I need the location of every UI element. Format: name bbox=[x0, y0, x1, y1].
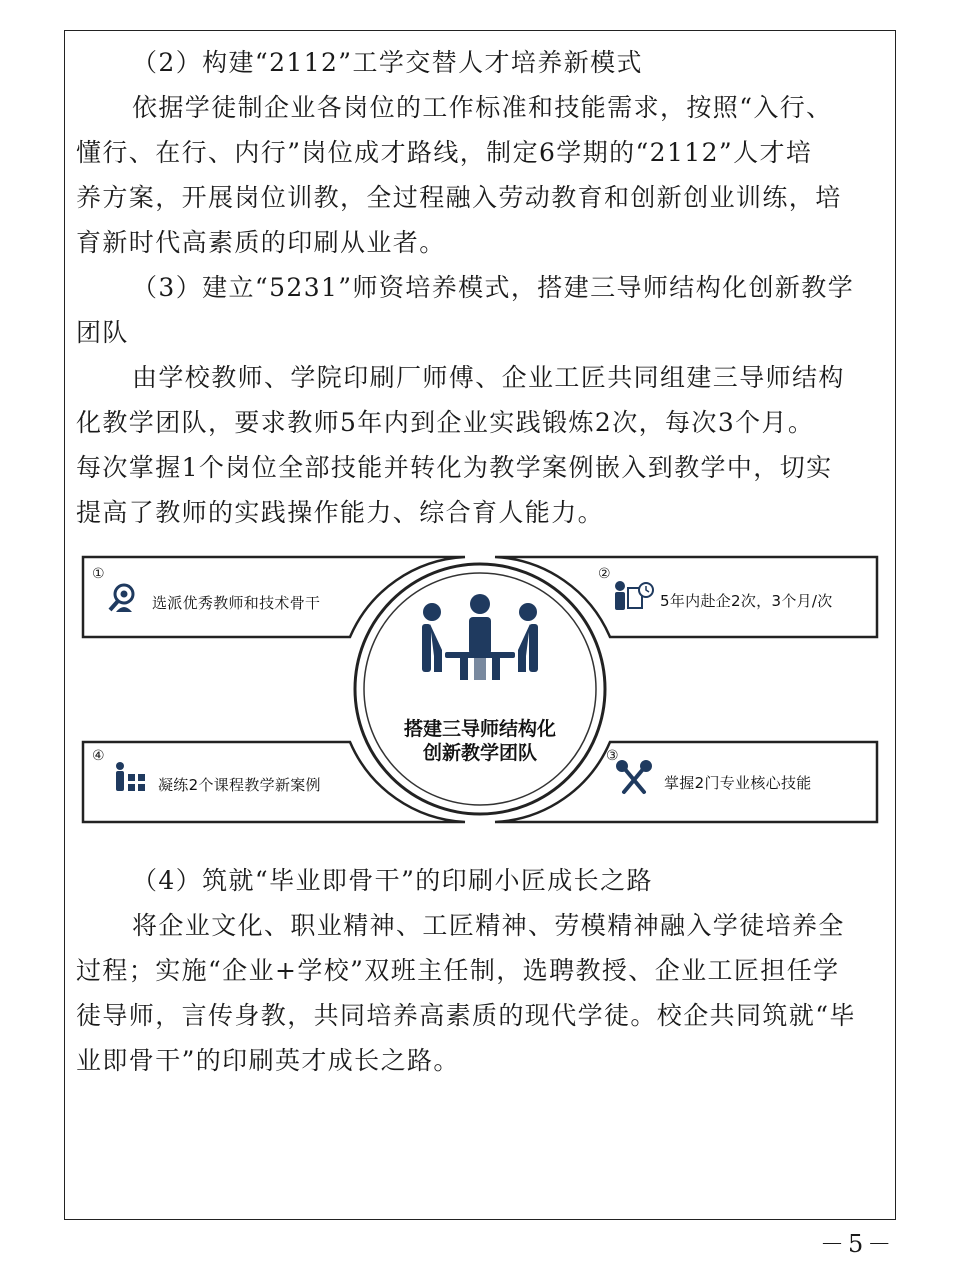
box-3-label: 掌握2门专业核心技能 bbox=[664, 774, 812, 792]
box-4-label: 凝练2个课程教学新案例 bbox=[158, 776, 321, 794]
teacher-team-diagram bbox=[80, 552, 880, 827]
section-4-heading: （4）筑就“毕业即骨干”的印刷小匠成长之路 bbox=[132, 866, 653, 895]
section-3-body: 由学校教师、学院印刷厂师傅、企业工匠共同组建三导师结构 化教学团队，要求教师5年内到企业实践锻炼2次，每次3个月。 每次掌握1个岗位全部技能并转化为教学案例嵌入到教学中，切实 提高了教师的实践操作能力、综合育人能力。 bbox=[76, 363, 845, 527]
section-2-body: 依据学徒制企业各岗位的工作标准和技能需求，按照“入行、 懂行、在行、内行”岗位成才路线，制定6学期的“2112”人才培 养方案，开展岗位训教，全过程融入劳动教育和创新创业训练，培 育新时代高素质的印刷从业者。 bbox=[76, 93, 842, 257]
box-2-label: 5年内赴企2次，3个月/次 bbox=[660, 592, 833, 610]
box-2-number: ② bbox=[598, 566, 611, 582]
box-1-number: ① bbox=[92, 566, 105, 582]
box-4-number: ④ bbox=[92, 748, 105, 764]
section-2-heading: （2）构建“2112”工学交替人才培养新模式 bbox=[132, 48, 643, 77]
section-4-body: 将企业文化、职业精神、工匠精神、劳模精神融入学徒培养全 过程；实施“企业+学校”双班主任制，选聘教授、企业工匠担任学 徒导师，言传身教，共同培养高素质的现代学徒。校企共同筑就“毕 业即骨干”的印刷英才成长之路。 bbox=[76, 911, 856, 1075]
box-3-number: ③ bbox=[606, 748, 619, 764]
page-number: －5－ bbox=[820, 1230, 896, 1258]
box-1-label: 选派优秀教师和技术骨干 bbox=[152, 594, 321, 612]
center-title: 搭建三导师结构化 创新教学团队 bbox=[403, 718, 556, 764]
section-3-heading: （3）建立“5231”师资培养模式，搭建三导师结构化创新教学 团队 bbox=[76, 273, 855, 347]
